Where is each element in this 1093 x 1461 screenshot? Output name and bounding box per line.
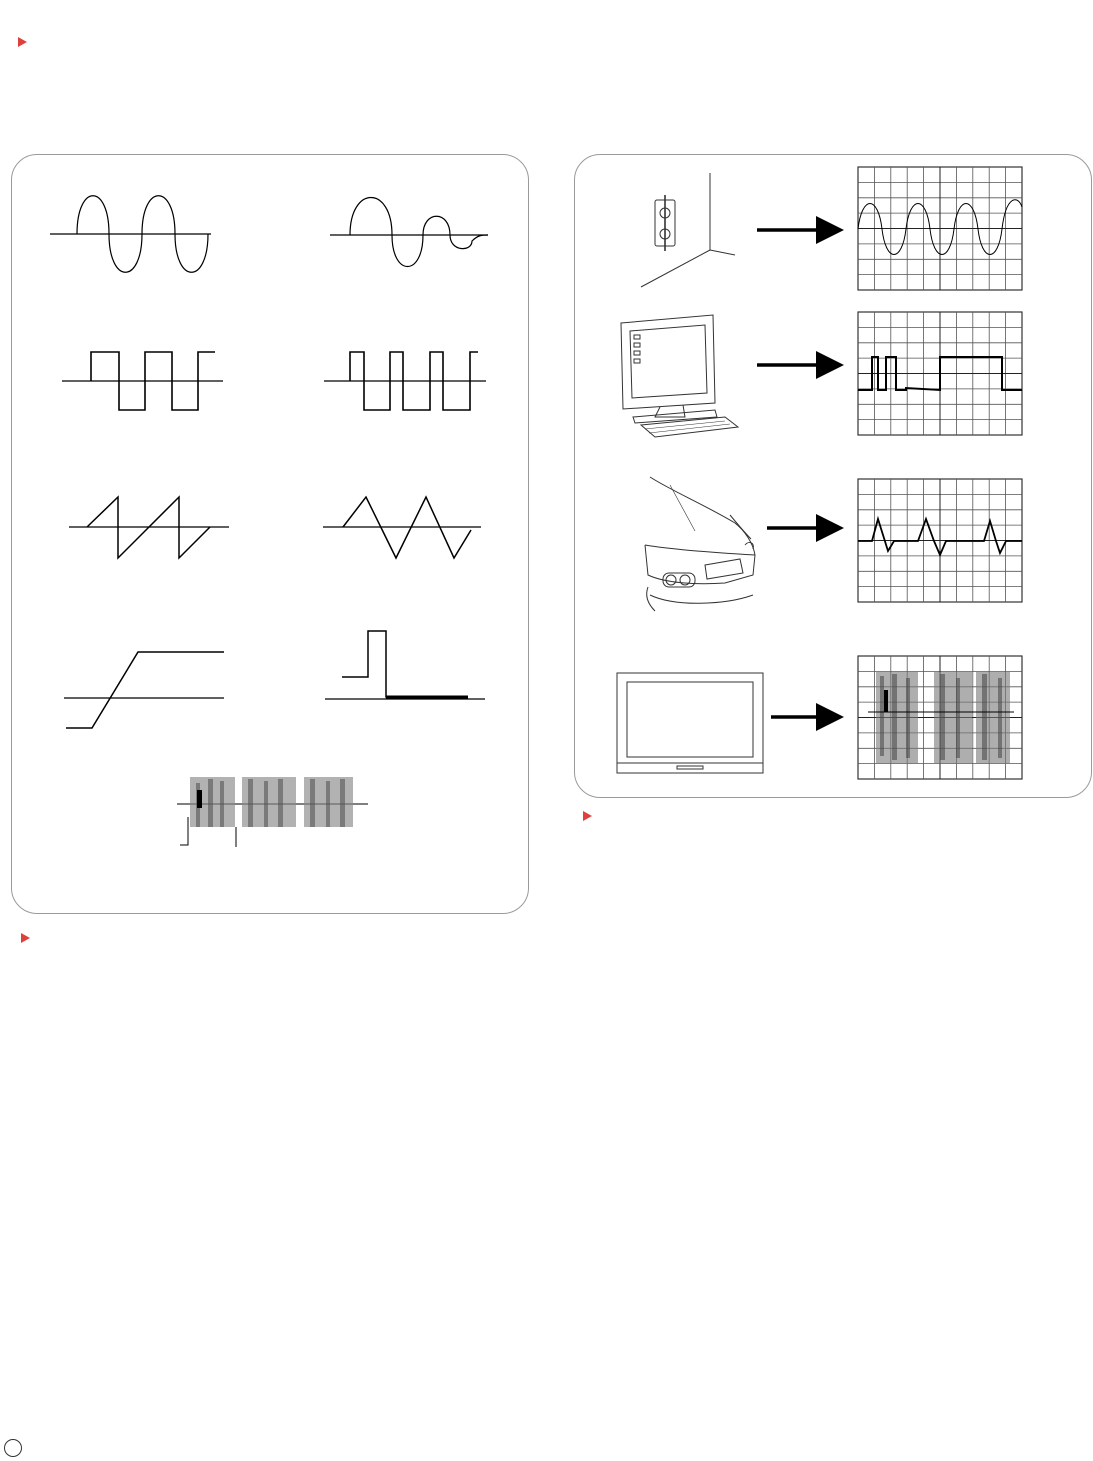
television-icon [617,673,763,773]
pulse-oscilloscope-display [858,479,1022,602]
step-wave [64,652,224,728]
video-oscilloscope-display [858,656,1022,779]
triangle-wave [323,497,481,558]
page-circle-icon [4,1439,22,1457]
damped-sine-wave [330,198,488,267]
computer-icon [621,315,738,437]
pulse-wave [325,631,485,699]
complex-wave [177,777,368,847]
sine-oscilloscope-display [858,167,1022,290]
square-wave [62,352,223,410]
sawtooth-wave [69,497,229,558]
waveform-types-panel [11,154,529,914]
waveform-types-figure [12,155,528,913]
bullet-right-caption-icon [583,811,592,821]
rectangular-wave [324,352,486,410]
digital-oscilloscope-display [858,312,1022,435]
bullet-left-caption-icon [21,933,30,943]
signal-sources-panel [574,154,1092,798]
bullet-top-icon [18,37,27,47]
signal-sources-figure [575,155,1091,797]
wall-outlet-icon [641,173,735,287]
car-icon [645,477,755,611]
sine-wave [50,196,211,273]
